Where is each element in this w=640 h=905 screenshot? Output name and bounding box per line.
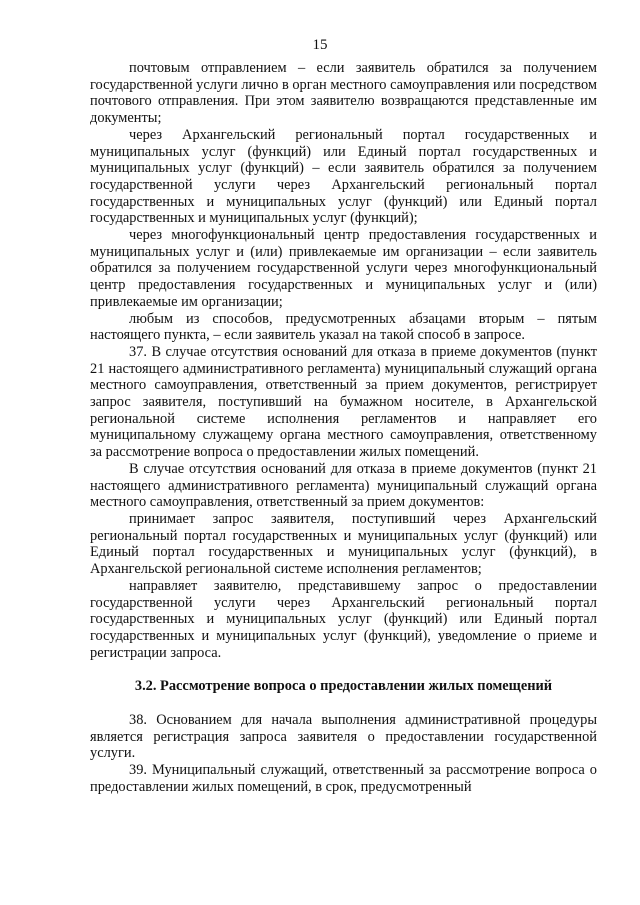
page-number: 15 (312, 37, 328, 53)
document-body (90, 60, 597, 796)
paragraph: через Архангельский региональный портал государственных и муниципальных услуг (функций) или Единый портал государственных и муниципальных услуг (функций) – если заявитель обратился за получением государственной услуги через Архангельский региональный портал государственных и муниципальных услуг (функций) или Единый портал государственных и муниципальных услуг (функций); (90, 126, 597, 227)
paragraph: 38. Основанием для начала выполнения административной процедуры является регистрация запроса заявителя о предоставлении государственной услуги. (90, 712, 597, 762)
paragraph: любым из способов, предусмотренных абзацами вторым – пятым настоящего пункта, – если заявитель указал на такой способ в запросе. (90, 310, 597, 344)
paragraph: принимает запрос заявителя, поступивший через Архангельский региональный портал государственных и муниципальных услуг (функций) или Единый портал государственных и муниципальных услуг (функций), в Архангельской региональной системе исполнения регламентов; (90, 510, 597, 578)
paragraph: через многофункциональный центр предоставления государственных и муниципальных услуг и (или) привлекаемые им организации – если заявитель обратился за получением государственной услуги через многофункциональный центр предоставления государственных и муниципальных услуг и (или) привлекаемые им организации; (90, 227, 597, 310)
paragraph: 37. В случае отсутствия оснований для отказа в приеме документов (пункт 21 настоящего административного регламента) муниципальный служащий органа местного самоуправления, ответственный за прием документов, регистрирует запрос заявителя, поступивший на бумажном носителе, в Архангельской региональной системе исполнения регламентов и направляет его муниципальному служащему органа местного самоуправления, ответственному за рассмотрение вопроса о предоставлении жилых помещений. (90, 343, 597, 461)
paragraph: В случае отсутствия оснований для отказа в приеме документов (пункт 21 настоящего административного регламента) муниципальный служащий органа местного самоуправления, ответственный за прием документов: (90, 460, 597, 511)
paragraph: почтовым отправлением – если заявитель обратился за получением государственной услуги лично в орган местного самоуправления или посредством почтового отправления. При этом заявителю возвращаются представленные им документы; (90, 60, 597, 127)
section-heading: 3.2. Рассмотрение вопроса о предоставлении жилых помещений (134, 678, 553, 695)
paragraph: 39. Муниципальный служащий, ответственный за рассмотрение вопроса о предоставлении жилых помещений, в срок, предусмотренный (90, 762, 597, 795)
paragraph: направляет заявителю, представившему запрос о предоставлении государственной услуги через Архангельский региональный портал государственных и муниципальных услуг (функций) или Единый портал государственных и муниципальных услуг (функций), уведомление о приеме и регистрации запроса. (90, 577, 597, 661)
